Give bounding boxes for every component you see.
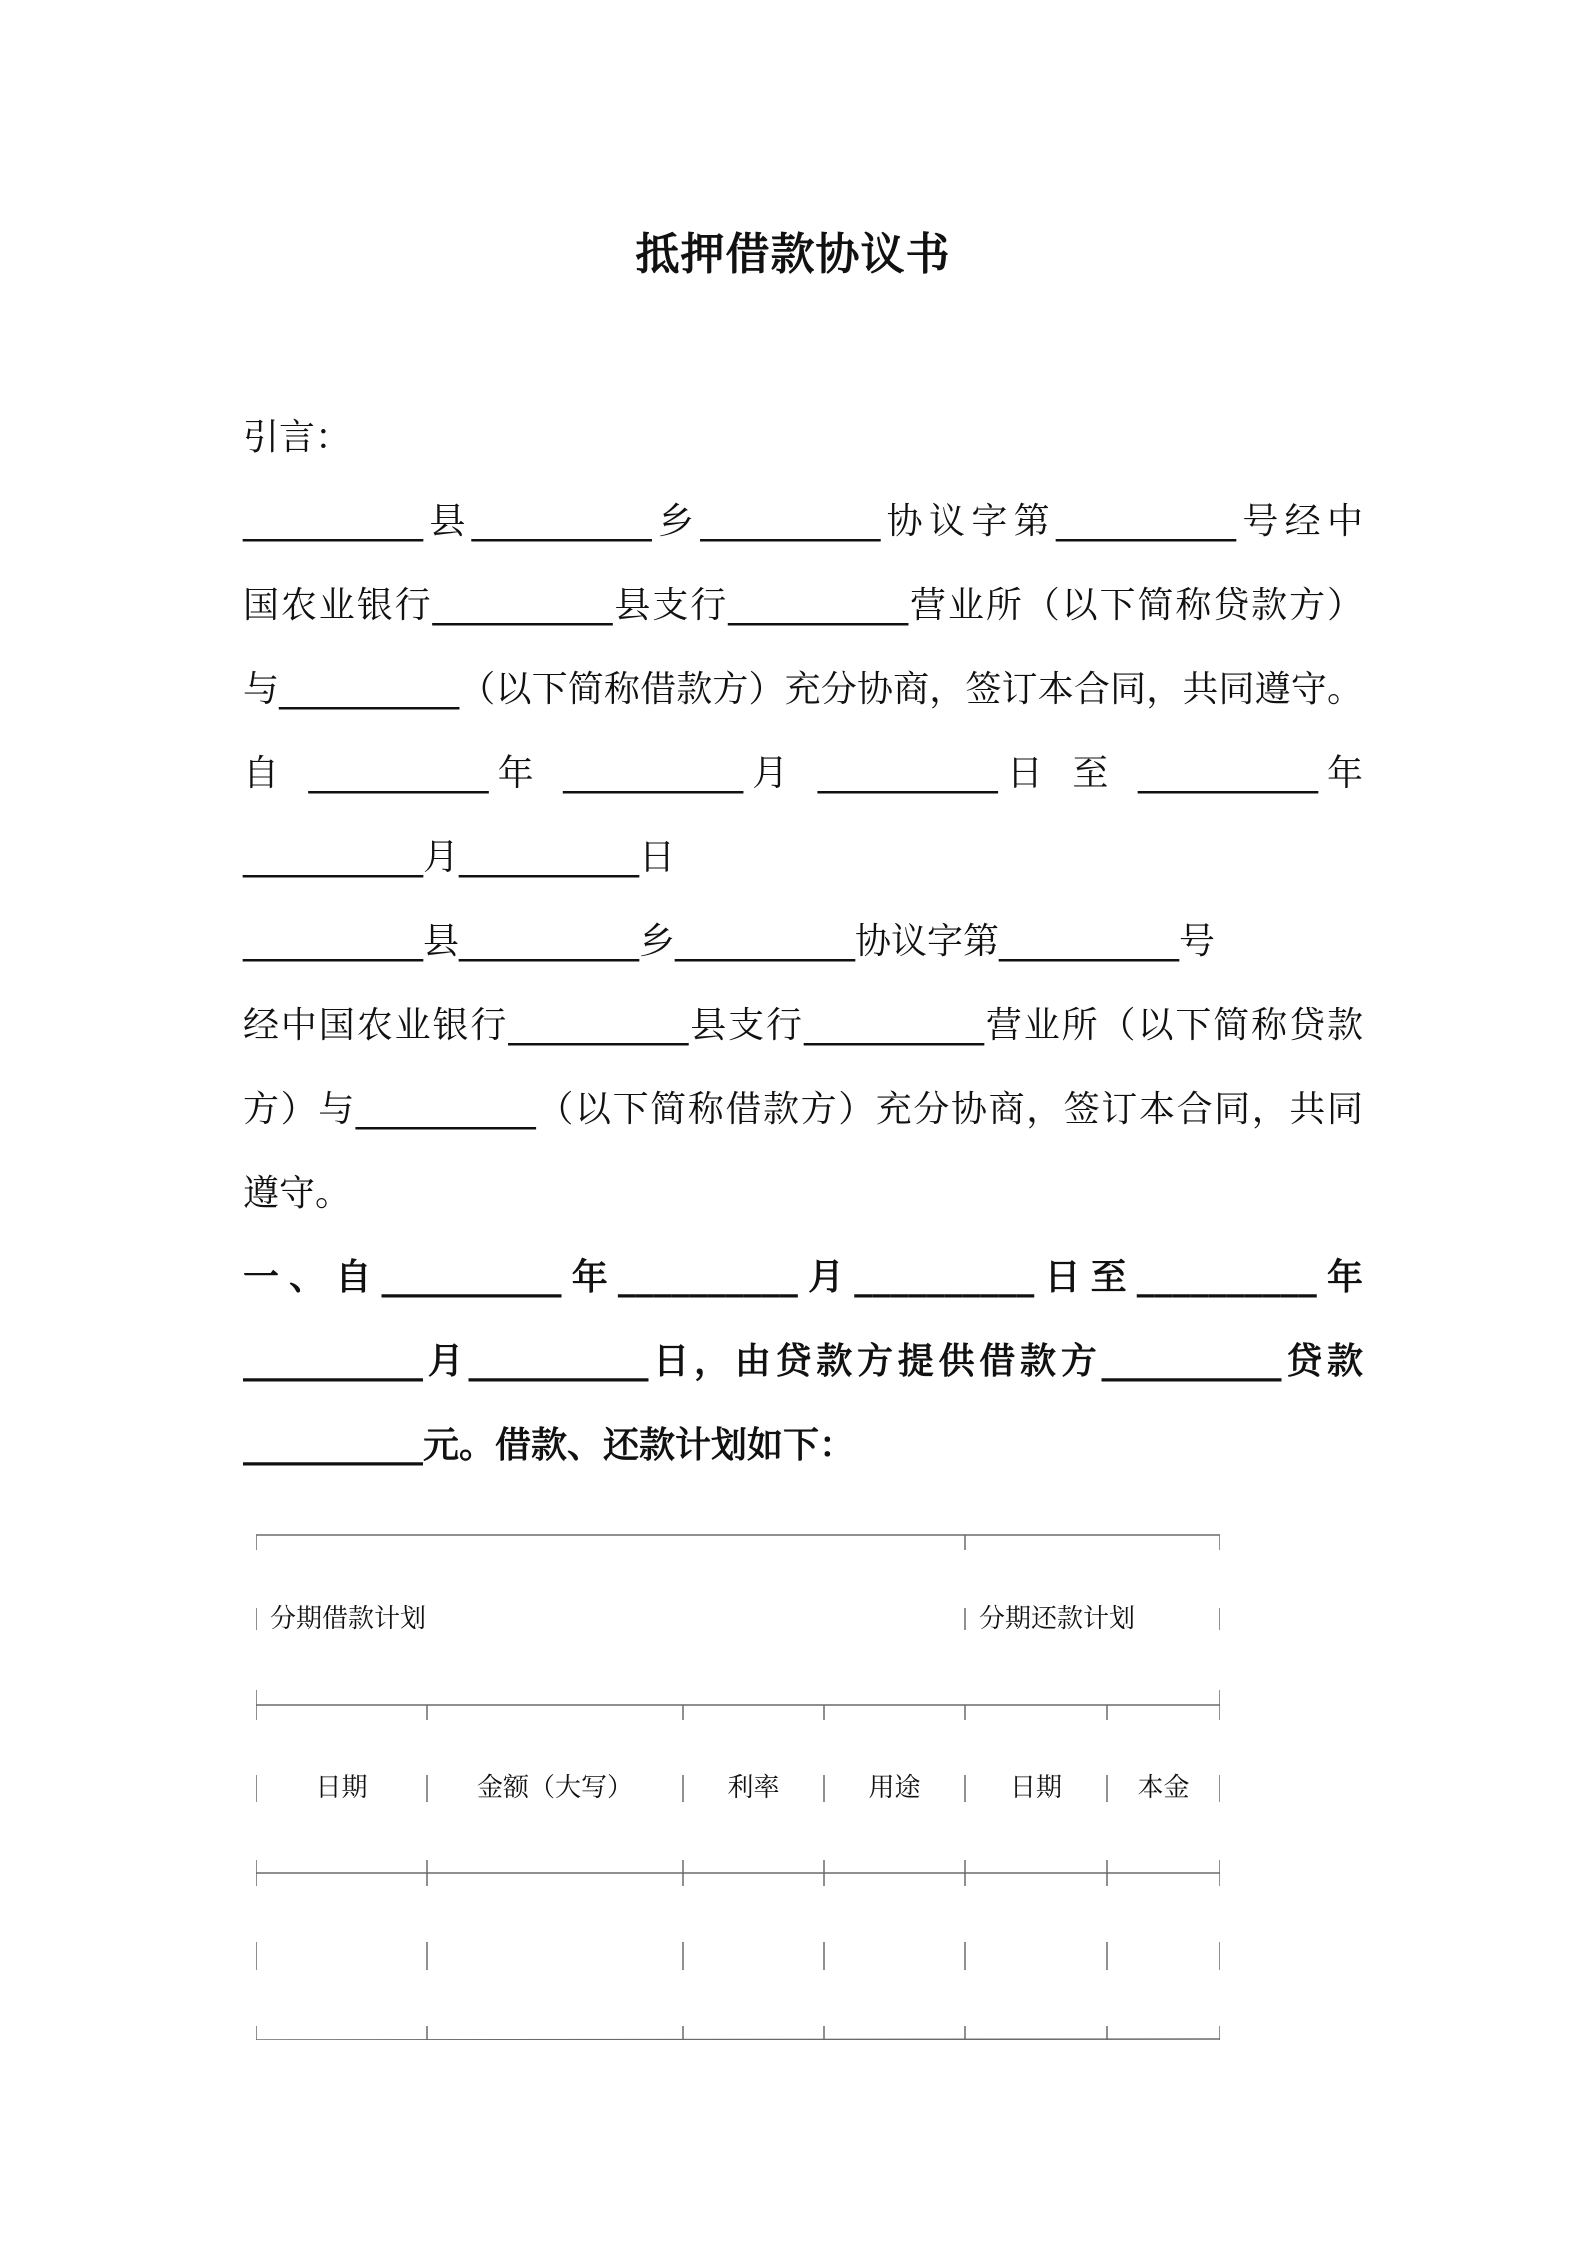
column-header-rate: 利率 <box>727 1773 780 1803</box>
paragraph-line-3: 与__________（以下简称借款方）充分协商，签订本合同，共同遵守。 <box>243 669 1363 710</box>
page-title: 抵押借款协议书 <box>635 229 951 280</box>
column-header-repay-date: 日期 <box>1009 1773 1062 1803</box>
column-header-date: 日期 <box>315 1773 368 1803</box>
table-cell <box>427 1936 683 1976</box>
paragraph-line-6: __________县__________乡__________协议字第__________号 <box>243 921 1216 962</box>
table-row <box>256 1873 1220 2039</box>
intro-heading: 引言： <box>243 417 352 458</box>
loan-repayment-table <box>256 1530 1220 2040</box>
paragraph-line-2: 国农业银行__________县支行__________营业所（以下简称贷款方） <box>243 585 1363 626</box>
header-group-repayment-plan: 分期还款计划 <box>979 1604 1136 1634</box>
table-cell <box>965 1936 1107 1976</box>
header-group-loan-plan: 分期借款计划 <box>270 1604 427 1634</box>
table-cell <box>683 1936 824 1976</box>
paragraph-line-4: 自 __________年 __________月 __________日 至 __________年 <box>243 753 1363 794</box>
column-header-amount: 金额（大写） <box>476 1773 633 1803</box>
clause-1-line-1: 一、自__________年__________月__________日至__________年 <box>243 1257 1363 1298</box>
column-header-principal: 本金 <box>1137 1773 1190 1803</box>
column-header-purpose: 用途 <box>868 1773 921 1803</box>
clause-1-line-2: __________月__________日，由贷款方提供借款方__________贷款 <box>243 1341 1363 1382</box>
paragraph-line-7: 经中国农业银行__________县支行__________营业所（以下简称贷款 <box>243 1005 1363 1046</box>
table-cell <box>256 1936 427 1976</box>
paragraph-line-1: __________县__________乡__________协议字第__________号经中 <box>243 501 1363 542</box>
paragraph-line-9: 遵守。 <box>243 1173 352 1214</box>
clause-1-line-3: __________元。借款、还款计划如下： <box>243 1425 856 1466</box>
paragraph-line-8: 方）与__________（以下简称借款方）充分协商，签订本合同，共同 <box>243 1089 1363 1130</box>
table-cell <box>824 1936 965 1976</box>
table-cell <box>1107 1936 1220 1976</box>
paragraph-line-5: __________月__________日 <box>243 837 675 878</box>
